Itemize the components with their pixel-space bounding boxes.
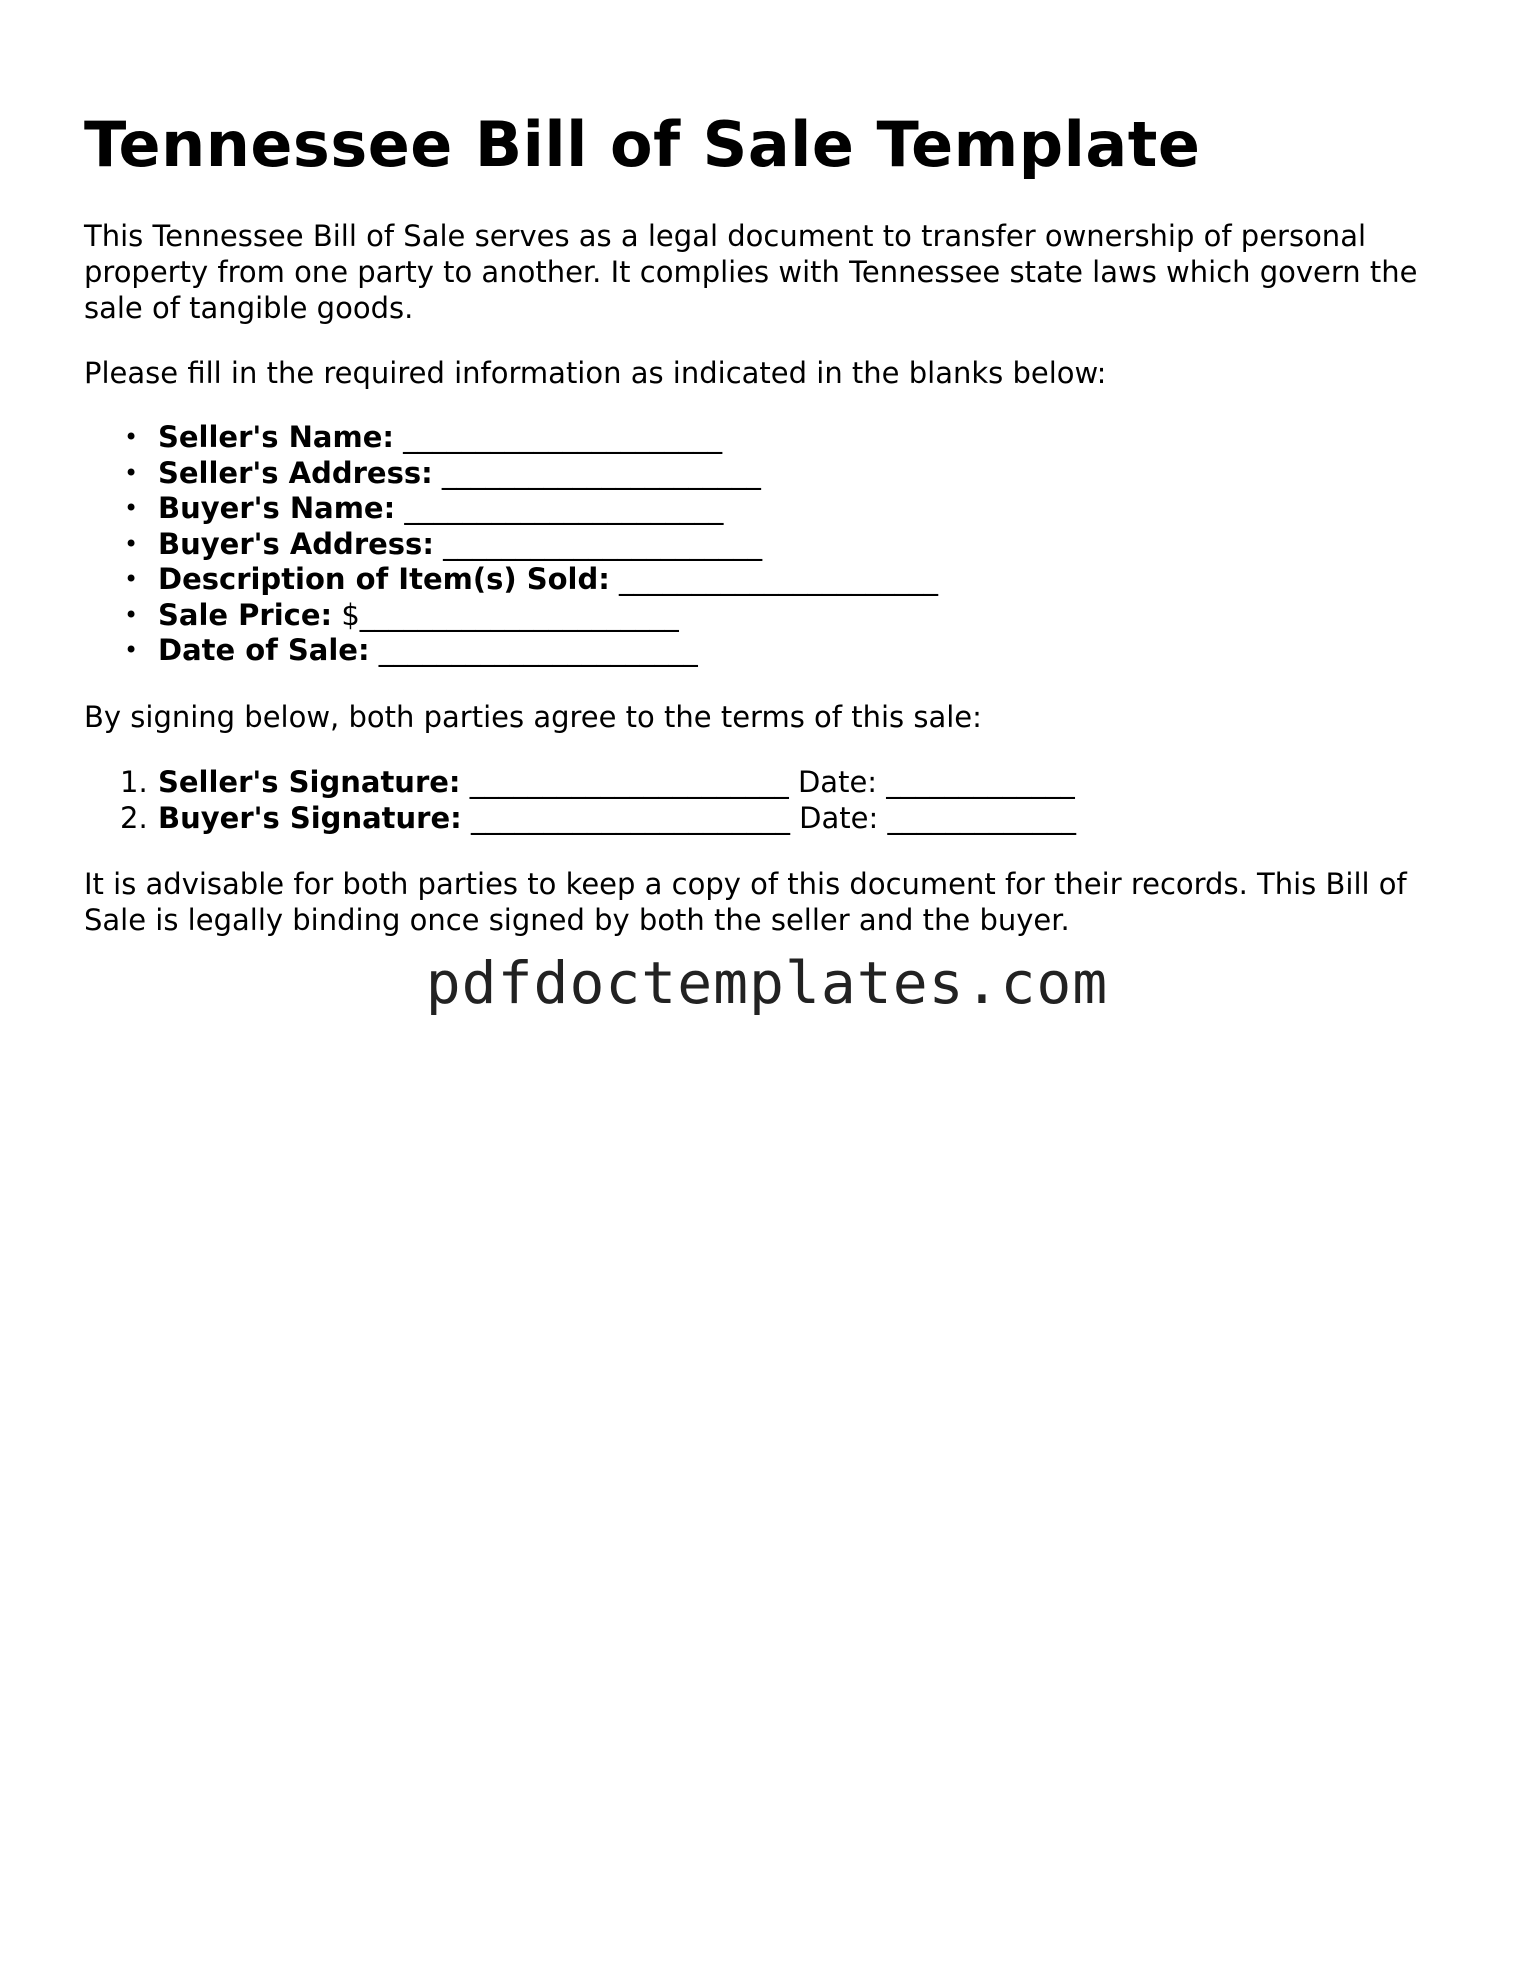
signature-label: Buyer's Signature: — [158, 800, 462, 835]
field-label: Seller's Name: — [158, 420, 394, 454]
field-sellers-name — [124, 420, 1456, 456]
signature-blank: ______________________ Date: _____________ — [460, 764, 1075, 799]
field-buyers-name — [124, 491, 1456, 527]
bullet-icon: • — [124, 423, 139, 451]
field-sellers-address — [124, 455, 1456, 492]
bullet-icon: • — [124, 494, 139, 522]
field-buyers-address — [124, 526, 1456, 563]
bullet-icon: • — [124, 565, 139, 593]
field-label: Date of Sale: — [158, 633, 370, 667]
field-blank: ______________________ — [395, 491, 724, 525]
agreement-paragraph: By signing below, both parties agree to the terms of this sale: — [84, 699, 982, 734]
intro-paragraph: This Tennessee Bill of Sale serves as a legal document to transfer ownership of personal property from one party to another. It complies with Tennessee state laws which govern the sale of tangible goods. — [84, 219, 1418, 325]
list-number: 1. — [120, 764, 148, 799]
field-sale-price — [124, 597, 1456, 634]
signature-list — [84, 764, 1456, 836]
field-blank: $______________________ — [332, 597, 679, 632]
bullet-icon: • — [124, 458, 139, 487]
page-title: Tennessee Bill of Sale Template — [84, 108, 1201, 181]
signature-buyer — [120, 800, 1456, 836]
bullet-icon: • — [124, 636, 139, 664]
field-label: Buyer's Address: — [158, 526, 434, 561]
field-label: Description of Item(s) Sold: — [158, 562, 610, 596]
instructions-paragraph: Please fill in the required information as indicated in the blanks below: — [84, 356, 1107, 390]
field-label: Seller's Address: — [158, 455, 433, 490]
signature-seller — [120, 764, 1456, 800]
field-label: Buyer's Name: — [158, 491, 396, 525]
watermark-text: pdfdoctemplates.com — [425, 948, 1109, 1017]
closing-paragraph: It is advisable for both parties to keep a copy of this document for their records. This Bill of Sale is legally binding once signed by both the seller and the buyer. — [84, 866, 1407, 937]
field-item-description — [124, 562, 1456, 598]
field-blank: ______________________ — [432, 455, 761, 490]
field-date-of-sale — [124, 633, 1456, 669]
signature-label: Seller's Signature: — [158, 764, 461, 799]
field-blank: ______________________ — [433, 526, 763, 561]
bullet-icon: • — [124, 529, 139, 558]
document-page — [84, 0, 1456, 1018]
field-blank: ______________________ — [609, 562, 939, 596]
field-blank: ______________________ — [369, 633, 698, 667]
bullet-icon: • — [124, 600, 139, 629]
field-label: Sale Price: — [158, 597, 333, 632]
signature-blank: ______________________ Date: _____________ — [461, 800, 1076, 835]
list-number: 2. — [120, 800, 148, 835]
field-blank: ______________________ — [393, 420, 723, 454]
field-list — [84, 420, 1456, 669]
